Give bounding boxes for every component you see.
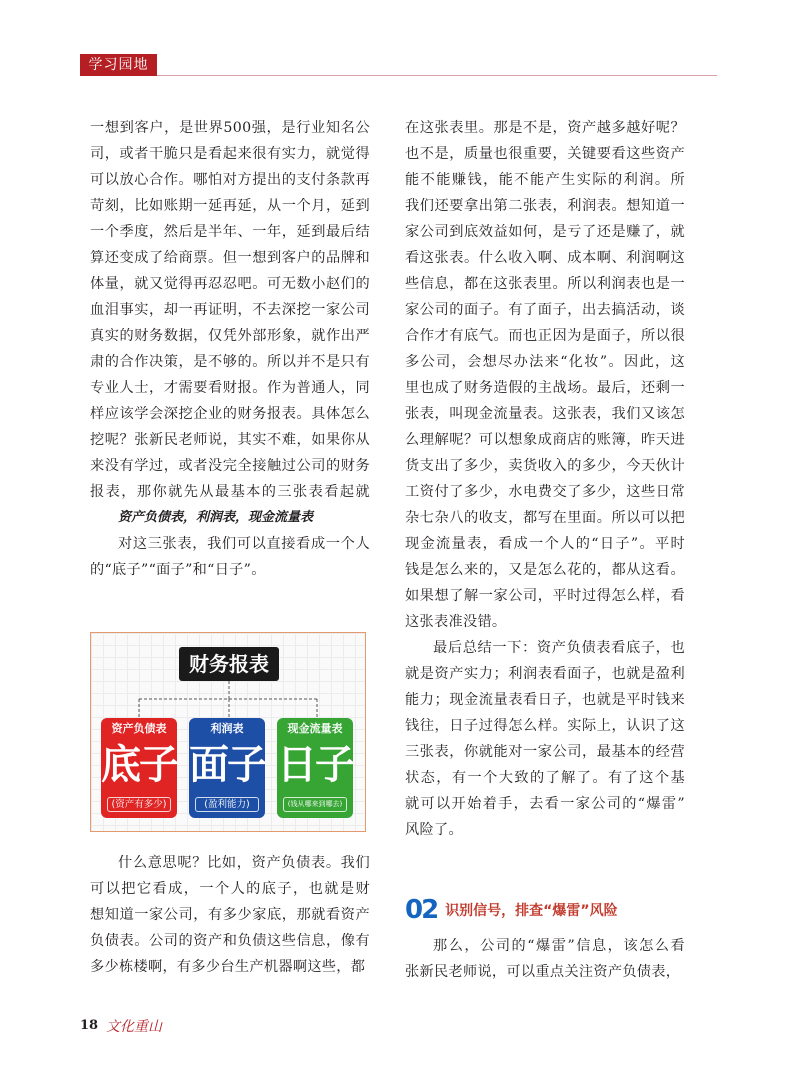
text-line: 挖呢？张新民老师说，其实不难，如果你从 xyxy=(90,432,370,448)
card-big-text: 日子 xyxy=(277,742,353,788)
text-line: 专业人士，才需要看财报。作为普通人，同 xyxy=(90,380,370,396)
text-line: 我们还要拿出第二张表，利润表。想知道一 xyxy=(405,198,685,214)
figure-title: 财务报表 xyxy=(179,647,279,681)
text-line: 一想到客户，是世界500强，是行业知名公 xyxy=(90,120,370,136)
text-line: 合作才有底气。而也正因为是面子，所以很 xyxy=(405,328,685,344)
text-line: 就可以开始着手，去看一家公司的“爆雷” xyxy=(405,796,685,812)
text-line: 司，或者干脆只是看起来很有实力，就觉得 xyxy=(90,146,370,162)
magazine-brand-logo: 文化重山 xyxy=(106,1019,162,1035)
text-line: 肃的合作决策，是不够的。所以并不是只有 xyxy=(90,354,370,370)
subhead-three-statements: 资产负债表，利润表，现金流量表 xyxy=(118,510,314,525)
right-paragraph-2 xyxy=(405,635,685,843)
card-subtitle: (资产有多少) xyxy=(107,797,171,812)
right-paragraph-1 xyxy=(405,115,685,635)
card-income-statement xyxy=(189,718,265,818)
right-column xyxy=(405,115,685,843)
text-line: 对这三张表，我们可以直接看成一个人 xyxy=(118,536,370,552)
card-balance-sheet xyxy=(101,718,177,818)
text-line: 样应该学会深挖企业的财务报表。具体怎么 xyxy=(90,406,370,422)
card-label: 资产负债表 xyxy=(111,722,167,735)
left-column-lower xyxy=(90,850,370,980)
text-line: 来没有学过，或者没完全接触过公司的财务 xyxy=(90,458,370,474)
text-line: 体量，就又觉得再忍忍吧。可无数小赵们的 xyxy=(90,276,370,292)
text-line: 一个季度，然后是半年、一年，延到最后结 xyxy=(90,224,370,240)
text-line: 什么意思呢？比如，资产负债表。我们 xyxy=(118,855,370,871)
text-line: 血泪事实，却一再证明，不去深挖一家公司 xyxy=(90,302,370,318)
text-line: 可以把它看成，一个人的底子，也就是财 xyxy=(90,881,370,897)
text-line: 张新民老师说，可以重点关注资产负债表， xyxy=(405,964,681,980)
financial-statements-figure xyxy=(90,632,366,832)
text-line: 多公司，会想尽办法来“化妆”。因此，这 xyxy=(405,354,685,370)
text-line: 家公司的面子。有了面子，出去搞活动，谈 xyxy=(405,302,685,318)
text-line: 真实的财务数据，仅凭外部形象，就作出严 xyxy=(90,328,370,344)
text-line: 钱是怎么来的，又是怎么花的，都从这看。 xyxy=(405,562,685,578)
text-line: 状态，有一个大致的了解了。有了这个基 xyxy=(405,770,685,786)
text-line: 张表，叫现金流量表。这张表，我们又该怎 xyxy=(405,406,685,422)
text-line: 杂七杂八的收支，都写在里面。所以可以把 xyxy=(405,510,685,526)
page-number: 18 xyxy=(80,1018,99,1033)
text-line: 这张表准没错。 xyxy=(405,614,507,630)
text-line: 负债表。公司的资产和负债这些信息，像有 xyxy=(90,933,370,949)
text-line: 现金流量表，看成一个人的“日子”。平时 xyxy=(405,536,685,552)
text-line: 报表，那你就先从最基本的三张表看起就 xyxy=(90,484,370,500)
text-line: 也不是，质量也很重要，关键要看这些资产 xyxy=(405,146,685,162)
section-02-heading xyxy=(405,895,618,925)
right-column-lower xyxy=(405,933,685,985)
text-line: 三张表，你就能对一家公司，最基本的经营 xyxy=(405,744,685,760)
left-paragraph-1 xyxy=(90,115,370,505)
text-line: 工资付了多少，水电费交了多少，这些日常 xyxy=(405,484,685,500)
text-line: 那么，公司的“爆雷”信息，该怎么看 xyxy=(433,938,685,954)
text-line: 里也成了财务造假的主战场。最后，还剩一 xyxy=(405,380,685,396)
text-line: 在这张表里。那是不是，资产越多越好呢？ xyxy=(405,120,685,136)
text-line: 风险了。 xyxy=(405,822,463,838)
text-line: 最后总结一下：资产负债表看底子，也 xyxy=(433,640,685,656)
text-line: 能不能赚钱，能不能产生实际的利润。所 xyxy=(405,172,685,188)
card-cash-flow xyxy=(277,718,353,818)
text-line: 如果想了解一家公司，平时过得怎么样，看 xyxy=(405,588,685,604)
left-paragraph-2 xyxy=(90,531,370,583)
text-line: 可以放心合作。哪怕对方提出的支付条款再 xyxy=(90,172,370,188)
text-line: 家公司到底效益如何，是亏了还是赚了，就 xyxy=(405,224,685,240)
left-paragraph-3 xyxy=(90,850,370,980)
section-number: 02 xyxy=(405,895,438,925)
text-line: 钱往，日子过得怎么样。实际上，认识了这 xyxy=(405,718,685,734)
text-line: 货支出了多少，卖货收入的多少，今天伙计 xyxy=(405,458,685,474)
right-paragraph-3 xyxy=(405,933,685,985)
text-line: 么理解呢？可以想象成商店的账簿，昨天进 xyxy=(405,432,685,448)
text-line: 看这张表。什么收入啊、成本啊、利润啊这 xyxy=(405,250,685,266)
card-label: 现金流量表 xyxy=(287,722,343,735)
text-line: 些信息，都在这张表里。所以利润表也是一 xyxy=(405,276,685,292)
text-line: 多少栋楼啊，有多少台生产机器啊这些，都 xyxy=(90,959,366,975)
text-line: 就是资产实力；利润表看面子，也就是盈利 xyxy=(405,666,685,682)
card-subtitle: (盈利能力) xyxy=(195,797,259,812)
card-big-text: 底子 xyxy=(101,742,177,788)
text-line: 想知道一家公司，有多少家底，那就看资产 xyxy=(90,907,370,923)
left-column xyxy=(90,115,370,583)
text-line: 的“底子”“面子”和“日子”。 xyxy=(90,562,266,578)
card-subtitle: (钱从哪来到哪去) xyxy=(283,797,347,812)
card-big-text: 面子 xyxy=(189,742,265,788)
section-tab: 学习园地 xyxy=(80,54,157,76)
text-line: 算还变成了给商票。但一想到客户的品牌和 xyxy=(90,250,370,266)
text-line: 苛刻，比如账期一延再延，从一个月，延到 xyxy=(90,198,370,214)
header-rule xyxy=(157,75,717,76)
text-line: 能力；现金流量表看日子，也就是平时钱来 xyxy=(405,692,685,708)
card-label: 利润表 xyxy=(210,722,244,735)
section-title: 识别信号，排查“爆雷”风险 xyxy=(445,903,618,919)
